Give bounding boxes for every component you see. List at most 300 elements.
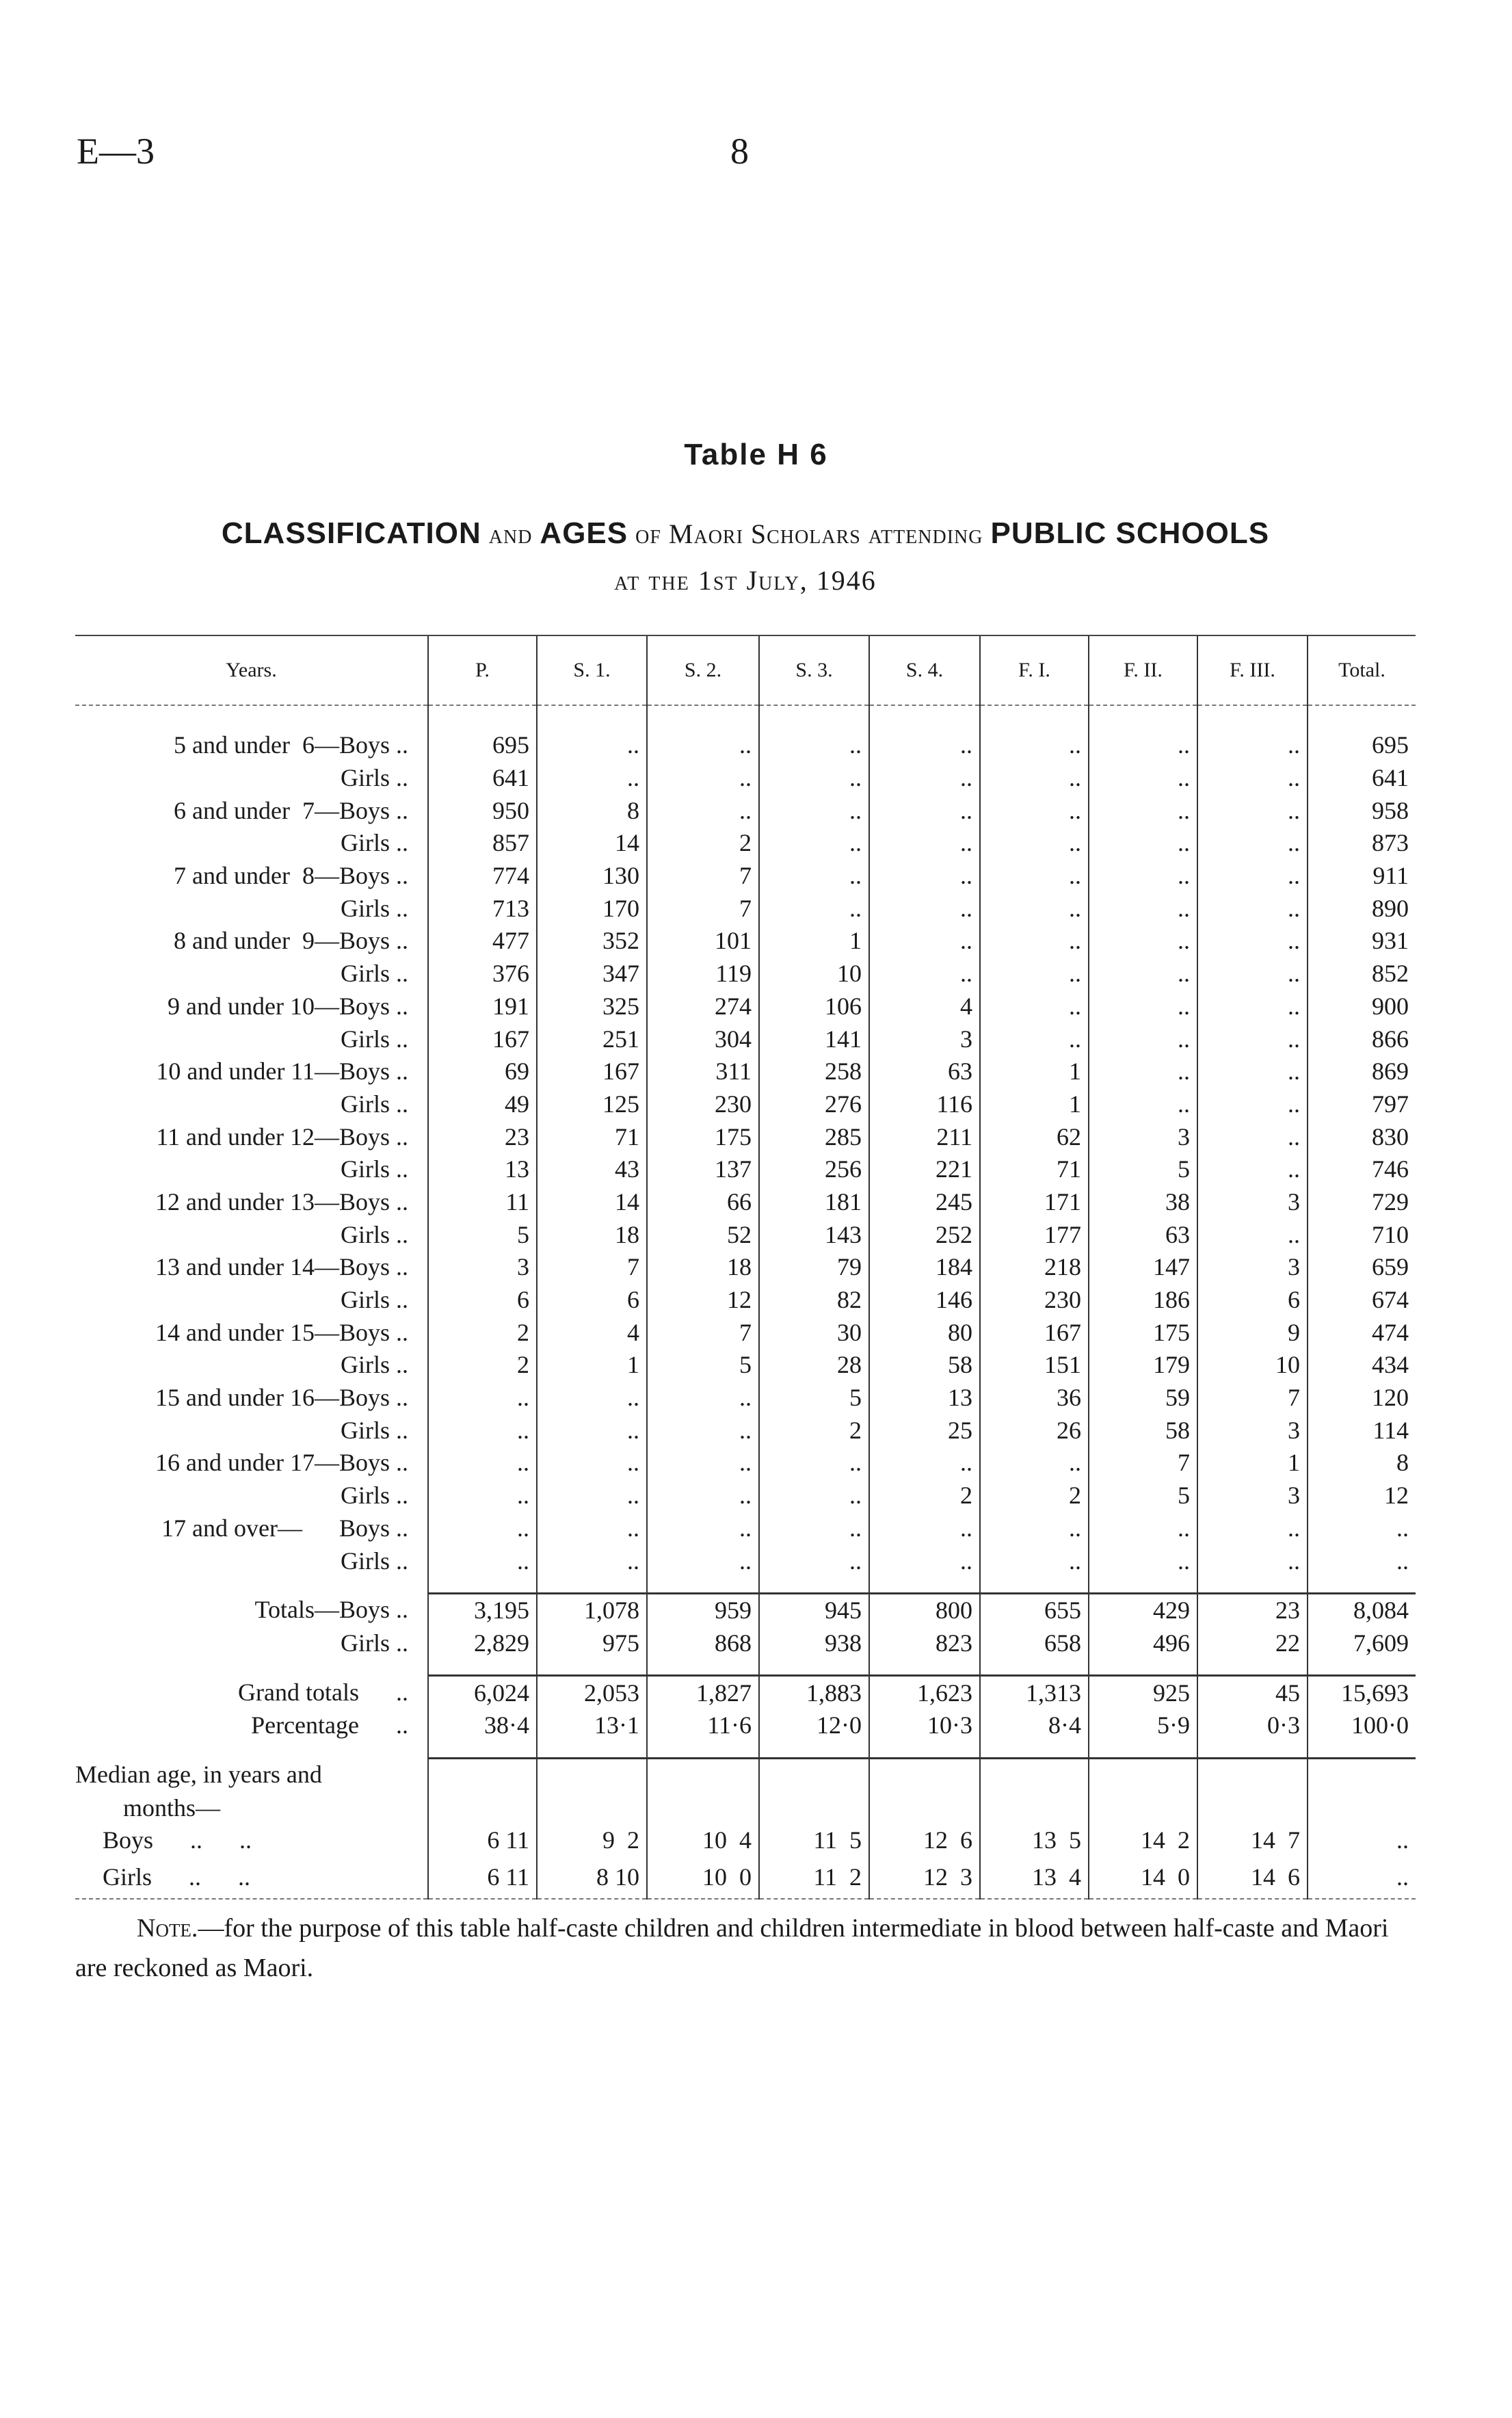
column-header: S. 3. — [759, 635, 869, 705]
section-rule — [75, 1577, 1416, 1594]
table-cell: 2,829 — [428, 1627, 537, 1660]
table-cell: 137 — [647, 1153, 759, 1186]
row-label: months— — [123, 1793, 221, 1822]
row-label: Percentage .. — [251, 1711, 408, 1739]
spacer-cell — [1308, 1742, 1416, 1759]
table-cell: 1 — [980, 1055, 1089, 1088]
table-cell: 6 — [537, 1284, 647, 1317]
table-cell: 2 — [647, 827, 759, 860]
table-cell: 641 — [1308, 762, 1416, 795]
row-label: Girls .. — [341, 1547, 408, 1575]
spacer-cell — [869, 705, 980, 729]
table-cell: .. — [980, 794, 1089, 827]
column-header: S. 2. — [647, 635, 759, 705]
table-cell: 376 — [428, 958, 537, 990]
table-cell — [1308, 1791, 1416, 1824]
column-header: S. 1. — [537, 635, 647, 705]
table-cell: .. — [1089, 990, 1197, 1023]
table-cell: .. — [980, 990, 1089, 1023]
table-cell — [1089, 1758, 1197, 1791]
table-cell: 1 — [759, 925, 869, 958]
table-cell: .. — [1197, 1055, 1308, 1088]
table-cell: 0·3 — [1197, 1709, 1308, 1742]
table-cell: 4 — [869, 990, 980, 1023]
table-cell: 12 — [1308, 1480, 1416, 1512]
table-cell: 167 — [537, 1055, 647, 1088]
table-cell: 857 — [428, 827, 537, 860]
median-heading-row — [75, 1791, 1416, 1824]
table-cell: 38 — [1089, 1186, 1197, 1219]
table-row — [75, 1251, 1416, 1284]
column-header: S. 4. — [869, 635, 980, 705]
table-cell: 7 — [647, 1316, 759, 1349]
page-number: 8 — [730, 131, 749, 172]
table-cell: .. — [1197, 860, 1308, 893]
table-cell: 10·3 — [869, 1709, 980, 1742]
row-label: 15 and under 16—Boys .. — [155, 1384, 408, 1412]
table-cell: 655 — [980, 1593, 1089, 1627]
table-cell: .. — [1308, 1512, 1416, 1545]
table-cell — [1308, 1758, 1416, 1791]
table-cell: 800 — [869, 1593, 980, 1627]
table-cell: 746 — [1308, 1153, 1416, 1186]
table-cell: 230 — [647, 1088, 759, 1121]
table-cell: 713 — [428, 892, 537, 925]
table-cell: 141 — [759, 1023, 869, 1055]
table-cell: 325 — [537, 990, 647, 1023]
table-cell: .. — [537, 762, 647, 795]
table-cell: 49 — [428, 1088, 537, 1121]
table-cell: .. — [1197, 1088, 1308, 1121]
table-cell: 10 0 — [647, 1857, 759, 1899]
table-cell: 116 — [869, 1088, 980, 1121]
spacer-cell — [1089, 705, 1197, 729]
table-cell: 975 — [537, 1627, 647, 1660]
table-cell: 175 — [647, 1120, 759, 1153]
table-cell: .. — [1089, 925, 1197, 958]
table-cell: 3 — [869, 1023, 980, 1055]
row-label: 16 and under 17—Boys .. — [155, 1449, 408, 1477]
table-cell: .. — [759, 860, 869, 893]
table-cell: 2,053 — [537, 1676, 647, 1709]
grand-total-row — [75, 1676, 1416, 1709]
table-cell: 26 — [980, 1414, 1089, 1447]
table-cell: 25 — [869, 1414, 980, 1447]
table-cell: 950 — [428, 794, 537, 827]
spacer-cell — [428, 1659, 537, 1676]
table-cell: .. — [759, 762, 869, 795]
table-cell: 6 — [1197, 1284, 1308, 1317]
row-label: Girls .. — [341, 894, 408, 922]
spacer-cell — [1197, 1659, 1308, 1676]
spacer-cell — [537, 1577, 647, 1594]
table-cell: 52 — [647, 1218, 759, 1251]
table-cell: 147 — [1089, 1251, 1197, 1284]
table-cell: .. — [1089, 1088, 1197, 1121]
table-cell: 925 — [1089, 1676, 1197, 1709]
table-cell: 38·4 — [428, 1709, 537, 1742]
table-cell: .. — [980, 1023, 1089, 1055]
row-label: 9 and under 10—Boys .. — [168, 992, 408, 1020]
table-cell — [1197, 1791, 1308, 1824]
table-cell: 191 — [428, 990, 537, 1023]
spacer-cell — [647, 1577, 759, 1594]
table-cell — [980, 1758, 1089, 1791]
table-cell: .. — [1308, 1545, 1416, 1577]
spacer-cell — [428, 705, 537, 729]
row-label: Girls .. — [341, 1416, 408, 1444]
table-cell: .. — [1089, 1512, 1197, 1545]
table-cell: 179 — [1089, 1349, 1197, 1382]
table-cell: 256 — [759, 1153, 869, 1186]
table-cell: 167 — [980, 1316, 1089, 1349]
table-cell: 10 — [1197, 1349, 1308, 1382]
table-row — [75, 1512, 1416, 1545]
table-cell: 251 — [537, 1023, 647, 1055]
table-row — [75, 1186, 1416, 1219]
table-cell: 175 — [1089, 1316, 1197, 1349]
table-cell: 2 — [759, 1414, 869, 1447]
table-cell: .. — [428, 1447, 537, 1480]
table-cell: .. — [1197, 1120, 1308, 1153]
table-cell: 8 — [537, 794, 647, 827]
spacer-cell — [428, 1742, 537, 1759]
row-label: Girls .. — [341, 1482, 408, 1510]
table-cell: .. — [428, 1414, 537, 1447]
table-row — [75, 1153, 1416, 1186]
table-cell: .. — [1308, 1857, 1416, 1899]
table-cell: 170 — [537, 892, 647, 925]
table-cell: 830 — [1308, 1120, 1416, 1153]
table-cell: .. — [1197, 729, 1308, 762]
table-cell: 5 — [759, 1382, 869, 1415]
table-cell — [759, 1791, 869, 1824]
table-cell: 151 — [980, 1349, 1089, 1382]
table-cell: .. — [980, 762, 1089, 795]
table-row — [75, 1284, 1416, 1317]
table-cell: 3,195 — [428, 1593, 537, 1627]
table-cell: 695 — [1308, 729, 1416, 762]
table-cell: 130 — [537, 860, 647, 893]
table-cell: .. — [869, 827, 980, 860]
heading-of-text: of Maori Scholars attending — [635, 518, 983, 549]
table-cell: 120 — [1308, 1382, 1416, 1415]
table-cell: .. — [428, 1382, 537, 1415]
table-cell: 873 — [1308, 827, 1416, 860]
table-cell: 66 — [647, 1186, 759, 1219]
table-cell: .. — [869, 794, 980, 827]
table-cell: 285 — [759, 1120, 869, 1153]
table-cell: 3 — [1197, 1480, 1308, 1512]
table-cell: 71 — [980, 1153, 1089, 1186]
table-cell — [869, 1758, 980, 1791]
heading-ages: AGES — [540, 516, 628, 550]
row-label: Grand totals .. — [238, 1678, 408, 1706]
table-cell: .. — [980, 1447, 1089, 1480]
table-cell: 6 11 — [428, 1857, 537, 1899]
spacer-cell — [759, 1742, 869, 1759]
table-cell: 23 — [428, 1120, 537, 1153]
heading-classification: CLASSIFICATION — [221, 516, 481, 550]
note-lead: Note. — [137, 1914, 198, 1943]
table-cell: .. — [869, 892, 980, 925]
table-cell: .. — [1089, 1055, 1197, 1088]
table-cell: .. — [537, 729, 647, 762]
table-row — [75, 1382, 1416, 1415]
row-label: Girls .. — [341, 764, 408, 792]
spacer-row — [75, 705, 1416, 729]
table-cell: 146 — [869, 1284, 980, 1317]
table-cell — [537, 1791, 647, 1824]
table-cell: 11 2 — [759, 1857, 869, 1899]
table-cell: .. — [759, 794, 869, 827]
table-cell: .. — [869, 958, 980, 990]
spacer-cell — [980, 1742, 1089, 1759]
column-header: F. III. — [1197, 635, 1308, 705]
table-cell: 12 — [647, 1284, 759, 1317]
table-cell: 18 — [537, 1218, 647, 1251]
table-cell: 1,827 — [647, 1676, 759, 1709]
table-row — [75, 1023, 1416, 1055]
table-cell: 890 — [1308, 892, 1416, 925]
spacer-cell — [869, 1659, 980, 1676]
table-cell: .. — [647, 794, 759, 827]
table-cell: 45 — [1197, 1676, 1308, 1709]
table-cell: .. — [1197, 1512, 1308, 1545]
table-cell: .. — [980, 958, 1089, 990]
spacer-cell — [869, 1577, 980, 1594]
row-label: Girls .. — [341, 829, 408, 857]
table-cell: 181 — [759, 1186, 869, 1219]
table-cell: .. — [759, 1512, 869, 1545]
table-cell: 28 — [759, 1349, 869, 1382]
table-cell: 58 — [869, 1349, 980, 1382]
table-cell: .. — [647, 1447, 759, 1480]
table-cell: .. — [647, 1545, 759, 1577]
table-cell — [647, 1791, 759, 1824]
table-row — [75, 729, 1416, 762]
row-label: Girls .. — [341, 1286, 408, 1314]
row-label: Girls .. — [341, 1351, 408, 1379]
spacer-cell — [1308, 1659, 1416, 1676]
table-cell: 143 — [759, 1218, 869, 1251]
table-cell: .. — [869, 1545, 980, 1577]
table-cell: 7 — [537, 1251, 647, 1284]
table-row — [75, 958, 1416, 990]
table-cell — [1197, 1758, 1308, 1791]
table-cell: .. — [869, 729, 980, 762]
table-cell: 959 — [647, 1593, 759, 1627]
table-cell: .. — [647, 762, 759, 795]
row-label: 13 and under 14—Boys .. — [155, 1253, 408, 1281]
table-cell: .. — [1089, 827, 1197, 860]
table-cell: 911 — [1308, 860, 1416, 893]
table-cell: 43 — [537, 1153, 647, 1186]
table-cell: 477 — [428, 925, 537, 958]
table-cell: 230 — [980, 1284, 1089, 1317]
table-cell — [428, 1758, 537, 1791]
spacer-cell — [759, 1577, 869, 1594]
note-text: —for the purpose of this table half-caste children and children intermediate in blood between half-caste and Maori are reckoned as Maori. — [75, 1914, 1389, 1982]
spacer-cell — [759, 705, 869, 729]
row-label: Totals—Boys .. — [254, 1596, 408, 1624]
row-label: 17 and over— Boys .. — [161, 1514, 408, 1542]
table-cell: 304 — [647, 1023, 759, 1055]
table-row — [75, 762, 1416, 795]
table-cell: .. — [647, 1382, 759, 1415]
table-cell: 869 — [1308, 1055, 1416, 1088]
spacer-cell — [980, 1659, 1089, 1676]
row-label: Girls .. — [341, 960, 408, 988]
table-cell: 125 — [537, 1088, 647, 1121]
median-age-row — [75, 1857, 1416, 1899]
table-cell: 3 — [1197, 1186, 1308, 1219]
spacer-cell — [1197, 705, 1308, 729]
table-cell: 6,024 — [428, 1676, 537, 1709]
table-cell: 3 — [428, 1251, 537, 1284]
table-row — [75, 794, 1416, 827]
row-label: Girls .. — [341, 1629, 408, 1657]
table-cell: 59 — [1089, 1382, 1197, 1415]
table-cell: 958 — [1308, 794, 1416, 827]
table-cell: 71 — [537, 1120, 647, 1153]
page-reference: E—3 — [77, 131, 155, 172]
table-cell: .. — [980, 1512, 1089, 1545]
grand-total-row — [75, 1709, 1416, 1742]
table-cell: .. — [647, 729, 759, 762]
row-label: Girls .. .. — [75, 1857, 428, 1899]
table-cell: 12 3 — [869, 1857, 980, 1899]
table-cell: 6 11 — [428, 1824, 537, 1857]
table-cell: .. — [759, 1480, 869, 1512]
table-cell: 14 6 — [1197, 1857, 1308, 1899]
table-cell: 12 6 — [869, 1824, 980, 1857]
table-cell: .. — [1197, 1545, 1308, 1577]
table-cell: 1 — [1197, 1447, 1308, 1480]
row-label: Girls .. — [341, 1155, 408, 1183]
table-cell: .. — [647, 1512, 759, 1545]
table-title: Table H 6 — [684, 438, 828, 471]
spacer-cell — [1089, 1659, 1197, 1676]
table-cell: 211 — [869, 1120, 980, 1153]
table-cell: .. — [537, 1447, 647, 1480]
table-cell: 774 — [428, 860, 537, 893]
table-cell: 2 — [869, 1480, 980, 1512]
table-cell: 23 — [1197, 1593, 1308, 1627]
table-cell: .. — [759, 729, 869, 762]
table-cell: 5 — [1089, 1480, 1197, 1512]
spacer-cell — [75, 1577, 428, 1594]
table-cell: .. — [1197, 892, 1308, 925]
table-cell: 5 — [647, 1349, 759, 1382]
table-cell: 13·1 — [537, 1709, 647, 1742]
table-cell: 3 — [1197, 1414, 1308, 1447]
heading-subtitle: at the 1st July, 1946 — [614, 565, 877, 596]
spacer-cell — [869, 1742, 980, 1759]
spacer-cell — [75, 705, 428, 729]
table-cell — [647, 1758, 759, 1791]
table-cell: .. — [1308, 1824, 1416, 1857]
table-cell: 938 — [759, 1627, 869, 1660]
table-cell: .. — [1089, 729, 1197, 762]
table-cell: 852 — [1308, 958, 1416, 990]
table-cell: 10 — [759, 958, 869, 990]
table-cell: 2 — [428, 1349, 537, 1382]
table-cell: 6 — [428, 1284, 537, 1317]
totals-row — [75, 1627, 1416, 1660]
spacer-cell — [1089, 1742, 1197, 1759]
table-cell: 63 — [1089, 1218, 1197, 1251]
table-cell: 710 — [1308, 1218, 1416, 1251]
table-cell: 186 — [1089, 1284, 1197, 1317]
table-cell: 8·4 — [980, 1709, 1089, 1742]
table-cell: 276 — [759, 1088, 869, 1121]
table-cell: .. — [1197, 762, 1308, 795]
table-cell: 9 2 — [537, 1824, 647, 1857]
table-cell: .. — [537, 1545, 647, 1577]
table-heading — [75, 516, 1416, 551]
table-row — [75, 1088, 1416, 1121]
spacer-cell — [647, 1659, 759, 1676]
table-cell: 2 — [980, 1480, 1089, 1512]
row-label: Girls .. — [341, 1220, 408, 1248]
table-row — [75, 925, 1416, 958]
table-cell: 13 4 — [980, 1857, 1089, 1899]
table-cell: .. — [980, 860, 1089, 893]
table-cell: 14 7 — [1197, 1824, 1308, 1857]
table-cell: 1 — [980, 1088, 1089, 1121]
table-cell: 106 — [759, 990, 869, 1023]
table-row — [75, 1316, 1416, 1349]
table-cell: .. — [1089, 958, 1197, 990]
table-cell: 7 — [1197, 1382, 1308, 1415]
table-cell: 5 — [1089, 1153, 1197, 1186]
table-cell: 101 — [647, 925, 759, 958]
spacer-cell — [759, 1659, 869, 1676]
table-cell: .. — [980, 1545, 1089, 1577]
table-row — [75, 1349, 1416, 1382]
row-label: Girls .. — [341, 1090, 408, 1118]
table-cell — [869, 1791, 980, 1824]
median-age-row — [75, 1824, 1416, 1857]
table-cell: 80 — [869, 1316, 980, 1349]
table-cell: 221 — [869, 1153, 980, 1186]
table-cell: 1,313 — [980, 1676, 1089, 1709]
table-cell: 2 — [428, 1316, 537, 1349]
table-cell: 63 — [869, 1055, 980, 1088]
row-label: 11 and under 12—Boys .. — [156, 1122, 408, 1151]
table-cell: 5·9 — [1089, 1709, 1197, 1742]
table-cell: 674 — [1308, 1284, 1416, 1317]
header-row — [75, 635, 1416, 705]
table-cell: 1,078 — [537, 1593, 647, 1627]
table-cell: 13 — [869, 1382, 980, 1415]
table-cell: 171 — [980, 1186, 1089, 1219]
table-cell: .. — [1197, 990, 1308, 1023]
table-cell: .. — [1197, 1218, 1308, 1251]
table-row — [75, 1480, 1416, 1512]
table-cell: .. — [537, 1382, 647, 1415]
table-cell: .. — [428, 1545, 537, 1577]
table-cell: 8 10 — [537, 1857, 647, 1899]
table-cell — [759, 1758, 869, 1791]
table-row — [75, 1447, 1416, 1480]
table-cell: 11 5 — [759, 1824, 869, 1857]
median-heading-row — [75, 1758, 1416, 1791]
table-cell: 11 — [428, 1186, 537, 1219]
table-cell: .. — [1197, 925, 1308, 958]
table-cell: 797 — [1308, 1088, 1416, 1121]
